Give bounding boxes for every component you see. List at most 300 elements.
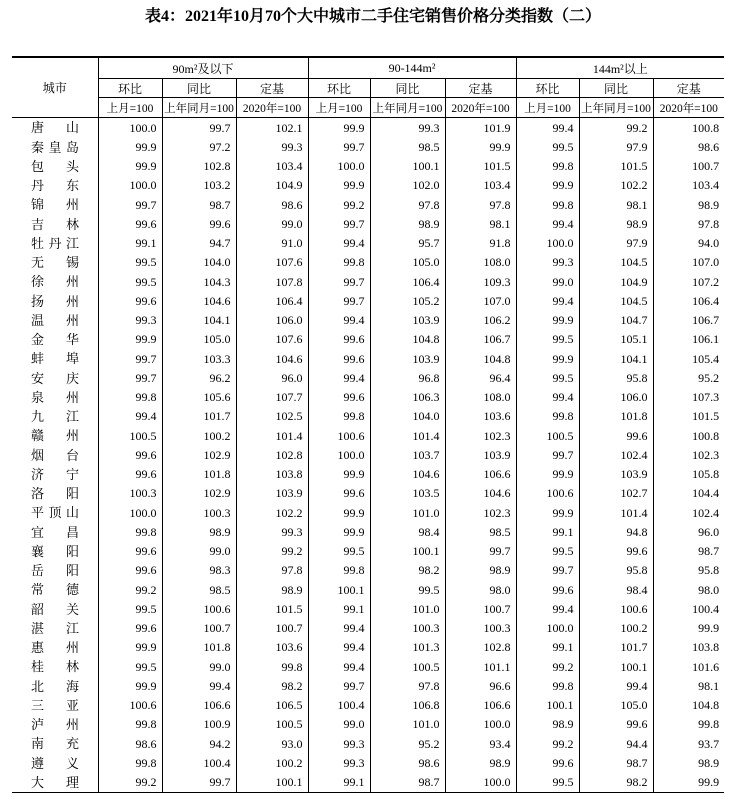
index-value-cell: 100.0 <box>445 715 516 734</box>
index-value-cell: 101.3 <box>370 638 445 657</box>
table-row <box>12 272 724 291</box>
index-value-cell: 99.2 <box>516 734 579 753</box>
index-value-cell: 106.0 <box>579 388 653 407</box>
index-value-cell: 101.9 <box>445 118 516 138</box>
index-value-cell: 100.2 <box>162 426 236 445</box>
index-value-cell: 106.7 <box>653 311 724 330</box>
index-value-cell: 99.6 <box>98 214 162 233</box>
index-value-cell: 99.8 <box>98 522 162 541</box>
index-value-cell: 100.8 <box>653 426 724 445</box>
city-cell <box>12 484 98 503</box>
table-row <box>12 503 724 522</box>
index-value-cell: 96.0 <box>236 368 308 387</box>
city-name: 平顶山 <box>31 505 79 521</box>
index-value-cell: 99.7 <box>308 214 370 233</box>
index-value-cell: 100.6 <box>516 484 579 503</box>
index-value-cell: 105.0 <box>162 330 236 349</box>
index-value-cell: 100.1 <box>236 773 308 793</box>
index-value-cell: 100.3 <box>162 503 236 522</box>
index-value-cell: 99.1 <box>98 234 162 253</box>
index-value-cell: 99.8 <box>98 388 162 407</box>
index-value-cell: 100.6 <box>98 696 162 715</box>
index-value-cell: 105.0 <box>579 696 653 715</box>
index-value-cell: 99.0 <box>162 542 236 561</box>
index-value-cell: 104.9 <box>579 272 653 291</box>
city-cell <box>12 272 98 291</box>
index-value-cell: 99.5 <box>98 657 162 676</box>
table-row <box>12 734 724 753</box>
group-header-90-and-below: 90m²及以下 <box>98 57 308 79</box>
group-header-144-and-above: 144m²以上 <box>516 57 724 79</box>
index-value-cell: 101.5 <box>445 157 516 176</box>
table-row <box>12 773 724 793</box>
index-value-cell: 98.9 <box>236 580 308 599</box>
index-value-cell: 103.9 <box>579 465 653 484</box>
index-value-cell: 101.5 <box>653 407 724 426</box>
index-value-cell: 99.7 <box>445 542 516 561</box>
index-value-cell: 99.4 <box>516 291 579 310</box>
index-value-cell: 101.4 <box>579 503 653 522</box>
index-value-cell: 94.4 <box>579 734 653 753</box>
table-row <box>12 445 724 464</box>
index-value-cell: 99.5 <box>516 368 579 387</box>
index-value-cell: 99.7 <box>516 561 579 580</box>
city-cell <box>12 388 98 407</box>
index-value-cell: 94.8 <box>579 522 653 541</box>
city-name: 无锡 <box>31 255 79 270</box>
index-value-cell: 100.5 <box>370 657 445 676</box>
index-value-cell: 99.5 <box>516 137 579 156</box>
index-value-cell: 99.5 <box>516 542 579 561</box>
index-value-cell: 96.4 <box>445 368 516 387</box>
table-row <box>12 676 724 695</box>
index-value-cell: 98.5 <box>370 137 445 156</box>
index-value-cell: 100.5 <box>516 426 579 445</box>
base-label-prev-month: 上月=100 <box>98 98 162 118</box>
index-value-cell: 97.9 <box>579 137 653 156</box>
index-value-cell: 99.4 <box>308 638 370 657</box>
base-label-2020: 2020年=100 <box>445 98 516 118</box>
index-value-cell: 105.4 <box>653 349 724 368</box>
index-value-cell: 100.1 <box>308 580 370 599</box>
table-row <box>12 426 724 445</box>
index-value-cell: 100.0 <box>308 157 370 176</box>
index-value-cell: 101.8 <box>162 638 236 657</box>
index-value-cell: 95.8 <box>653 561 724 580</box>
city-name: 扬州 <box>31 293 79 309</box>
index-value-cell: 100.9 <box>162 715 236 734</box>
index-value-cell: 99.2 <box>236 542 308 561</box>
city-cell <box>12 734 98 753</box>
index-value-cell: 100.6 <box>162 599 236 618</box>
index-value-cell: 100.0 <box>516 619 579 638</box>
index-value-cell: 99.4 <box>308 311 370 330</box>
index-value-cell: 101.1 <box>445 657 516 676</box>
index-value-cell: 98.7 <box>653 542 724 561</box>
city-name: 韶关 <box>31 601 79 617</box>
index-value-cell: 99.9 <box>308 118 370 138</box>
index-value-cell: 99.4 <box>162 676 236 695</box>
city-cell <box>12 214 98 233</box>
city-name: 徐州 <box>31 274 79 290</box>
city-name: 牡丹江 <box>31 235 79 251</box>
index-value-cell: 102.2 <box>236 503 308 522</box>
index-value-cell: 99.4 <box>516 118 579 138</box>
city-name: 安庆 <box>31 370 79 386</box>
index-value-cell: 100.4 <box>653 599 724 618</box>
index-value-cell: 98.4 <box>370 522 445 541</box>
index-value-cell: 107.7 <box>236 388 308 407</box>
index-value-cell: 106.0 <box>236 311 308 330</box>
index-value-cell: 103.4 <box>236 157 308 176</box>
city-name: 北海 <box>31 678 79 694</box>
index-value-cell: 99.4 <box>516 388 579 407</box>
city-cell <box>12 465 98 484</box>
base-label-same-month-last-year: 上年同月=100 <box>162 98 236 118</box>
index-value-cell: 100.6 <box>579 599 653 618</box>
index-value-cell: 99.3 <box>516 253 579 272</box>
index-value-cell: 100.4 <box>162 753 236 772</box>
index-value-cell: 104.6 <box>370 465 445 484</box>
city-name: 包头 <box>31 158 79 174</box>
city-cell <box>12 176 98 195</box>
index-value-cell: 98.7 <box>370 773 445 793</box>
city-cell <box>12 291 98 310</box>
city-cell <box>12 253 98 272</box>
index-value-cell: 95.8 <box>579 368 653 387</box>
city-name: 唐山 <box>31 120 79 136</box>
index-value-cell: 102.9 <box>162 445 236 464</box>
index-value-cell: 98.9 <box>579 214 653 233</box>
index-value-cell: 99.5 <box>308 542 370 561</box>
index-value-cell: 107.0 <box>653 253 724 272</box>
city-cell <box>12 753 98 772</box>
index-value-cell: 99.0 <box>236 214 308 233</box>
index-value-cell: 104.0 <box>370 407 445 426</box>
index-value-cell: 99.7 <box>162 118 236 138</box>
index-value-cell: 99.6 <box>308 388 370 407</box>
index-value-cell: 104.6 <box>445 484 516 503</box>
index-value-cell: 103.8 <box>653 638 724 657</box>
index-value-cell: 101.6 <box>653 657 724 676</box>
index-value-cell: 99.7 <box>308 676 370 695</box>
index-value-cell: 98.1 <box>579 195 653 214</box>
index-value-cell: 101.5 <box>236 599 308 618</box>
index-value-cell: 100.1 <box>516 696 579 715</box>
index-value-cell: 102.3 <box>445 426 516 445</box>
column-header-yoy: 同比 <box>579 79 653 98</box>
table-row <box>12 311 724 330</box>
city-name: 泸州 <box>31 717 79 732</box>
index-value-cell: 99.5 <box>516 773 579 793</box>
city-cell <box>12 234 98 253</box>
city-cell <box>12 561 98 580</box>
index-value-cell: 98.9 <box>516 715 579 734</box>
city-name: 吉林 <box>31 216 79 232</box>
index-value-cell: 99.7 <box>98 195 162 214</box>
index-value-cell: 106.4 <box>653 291 724 310</box>
index-value-cell: 103.9 <box>370 311 445 330</box>
index-value-cell: 106.1 <box>653 330 724 349</box>
index-value-cell: 99.6 <box>308 330 370 349</box>
index-value-cell: 98.2 <box>370 561 445 580</box>
index-value-cell: 106.3 <box>370 388 445 407</box>
index-value-cell: 98.7 <box>162 195 236 214</box>
index-value-cell: 98.9 <box>445 561 516 580</box>
table-title: 表4：2021年10月70个大中城市二手住宅销售价格分类指数（二） <box>144 8 601 25</box>
city-name: 赣州 <box>31 428 79 444</box>
table-row <box>12 137 724 156</box>
index-value-cell: 99.7 <box>308 272 370 291</box>
city-column-header: 城市 <box>12 57 98 118</box>
table-row <box>12 368 724 387</box>
index-value-cell: 97.8 <box>445 195 516 214</box>
index-value-cell: 103.8 <box>236 465 308 484</box>
table-row <box>12 214 724 233</box>
index-value-cell: 99.4 <box>308 368 370 387</box>
index-value-cell: 102.0 <box>370 176 445 195</box>
city-cell <box>12 522 98 541</box>
index-value-cell: 99.1 <box>516 638 579 657</box>
index-value-cell: 99.6 <box>98 465 162 484</box>
index-value-cell: 99.7 <box>98 349 162 368</box>
index-value-cell: 104.8 <box>370 330 445 349</box>
index-value-cell: 102.3 <box>445 503 516 522</box>
index-value-cell: 99.9 <box>98 157 162 176</box>
index-value-cell: 99.6 <box>98 561 162 580</box>
index-value-cell: 100.2 <box>236 753 308 772</box>
header-row-base-period <box>12 98 724 118</box>
city-cell <box>12 715 98 734</box>
city-cell <box>12 157 98 176</box>
index-value-cell: 100.3 <box>370 619 445 638</box>
city-name: 蚌埠 <box>31 351 79 367</box>
index-value-cell: 103.5 <box>370 484 445 503</box>
index-value-cell: 100.0 <box>98 176 162 195</box>
table-row <box>12 522 724 541</box>
index-value-cell: 104.5 <box>579 291 653 310</box>
table-row <box>12 388 724 407</box>
index-value-cell: 99.6 <box>579 426 653 445</box>
index-value-cell: 106.7 <box>445 330 516 349</box>
index-value-cell: 106.6 <box>445 696 516 715</box>
city-name: 锦州 <box>31 197 79 213</box>
table-row <box>12 657 724 676</box>
table-row <box>12 291 724 310</box>
index-value-cell: 100.3 <box>98 484 162 503</box>
index-value-cell: 100.1 <box>579 657 653 676</box>
index-value-cell: 99.7 <box>98 368 162 387</box>
index-value-cell: 104.6 <box>162 291 236 310</box>
index-value-cell: 99.9 <box>445 137 516 156</box>
index-value-cell: 104.9 <box>236 176 308 195</box>
index-value-cell: 103.9 <box>445 445 516 464</box>
index-value-cell: 102.8 <box>236 445 308 464</box>
index-value-cell: 103.9 <box>236 484 308 503</box>
index-value-cell: 103.2 <box>162 176 236 195</box>
table-row <box>12 234 724 253</box>
index-value-cell: 99.8 <box>308 407 370 426</box>
index-value-cell: 102.9 <box>162 484 236 503</box>
index-value-cell: 98.0 <box>445 580 516 599</box>
index-value-cell: 107.2 <box>653 272 724 291</box>
table-header <box>12 57 724 118</box>
index-value-cell: 106.2 <box>445 311 516 330</box>
index-value-cell: 103.3 <box>162 349 236 368</box>
index-value-cell: 99.6 <box>516 580 579 599</box>
index-value-cell: 103.4 <box>445 176 516 195</box>
table-row <box>12 542 724 561</box>
city-cell <box>12 349 98 368</box>
index-value-cell: 100.0 <box>308 445 370 464</box>
index-value-cell: 97.8 <box>236 561 308 580</box>
index-value-cell: 99.5 <box>98 599 162 618</box>
index-value-cell: 99.2 <box>579 118 653 138</box>
table-row <box>12 330 724 349</box>
city-name: 九江 <box>31 409 79 424</box>
base-label-prev-month: 上月=100 <box>308 98 370 118</box>
index-value-cell: 102.3 <box>653 445 724 464</box>
table-row <box>12 349 724 368</box>
table-row <box>12 580 724 599</box>
index-value-cell: 98.2 <box>579 773 653 793</box>
index-value-cell: 99.8 <box>516 407 579 426</box>
column-header-mom: 环比 <box>98 79 162 98</box>
index-value-cell: 102.4 <box>579 445 653 464</box>
city-name: 湛江 <box>31 620 79 636</box>
column-header-yoy: 同比 <box>370 79 445 98</box>
index-value-cell: 97.8 <box>370 676 445 695</box>
index-value-cell: 101.0 <box>370 503 445 522</box>
index-value-cell: 101.4 <box>236 426 308 445</box>
index-value-cell: 99.8 <box>516 676 579 695</box>
city-name: 岳阳 <box>31 563 79 578</box>
index-value-cell: 99.3 <box>236 137 308 156</box>
index-value-cell: 99.9 <box>516 349 579 368</box>
index-value-cell: 98.9 <box>162 522 236 541</box>
index-value-cell: 103.6 <box>236 638 308 657</box>
index-value-cell: 99.4 <box>308 657 370 676</box>
index-value-cell: 107.3 <box>653 388 724 407</box>
index-value-cell: 99.6 <box>308 349 370 368</box>
index-value-cell: 104.4 <box>653 484 724 503</box>
index-value-cell: 93.7 <box>653 734 724 753</box>
city-name: 泉州 <box>31 389 79 405</box>
index-value-cell: 105.0 <box>370 253 445 272</box>
index-value-cell: 99.9 <box>308 176 370 195</box>
index-value-cell: 98.9 <box>445 753 516 772</box>
index-value-cell: 102.5 <box>236 407 308 426</box>
index-value-cell: 99.1 <box>308 773 370 793</box>
index-value-cell: 99.3 <box>98 311 162 330</box>
index-value-cell: 94.2 <box>162 734 236 753</box>
table-row <box>12 195 724 214</box>
city-name: 洛阳 <box>31 486 79 501</box>
city-name: 襄阳 <box>31 543 79 559</box>
city-name: 金华 <box>31 332 79 347</box>
city-name: 济宁 <box>31 466 79 482</box>
index-value-cell: 99.5 <box>98 272 162 291</box>
table-row <box>12 118 724 138</box>
index-value-cell: 99.4 <box>98 407 162 426</box>
city-cell <box>12 195 98 214</box>
index-value-cell: 104.8 <box>445 349 516 368</box>
city-cell <box>12 445 98 464</box>
price-index-table <box>12 56 724 793</box>
index-value-cell: 98.5 <box>445 522 516 541</box>
index-value-cell: 100.8 <box>653 118 724 138</box>
city-name: 大理 <box>31 774 79 790</box>
index-value-cell: 100.4 <box>308 696 370 715</box>
index-value-cell: 99.6 <box>98 291 162 310</box>
index-value-cell: 106.6 <box>162 696 236 715</box>
index-value-cell: 104.0 <box>162 253 236 272</box>
index-value-cell: 99.9 <box>653 773 724 793</box>
index-value-cell: 99.7 <box>308 137 370 156</box>
index-value-cell: 100.0 <box>98 503 162 522</box>
index-value-cell: 107.6 <box>236 330 308 349</box>
index-value-cell: 96.8 <box>370 368 445 387</box>
index-value-cell: 101.8 <box>162 465 236 484</box>
index-value-cell: 98.9 <box>370 214 445 233</box>
base-label-2020: 2020年=100 <box>236 98 308 118</box>
index-value-cell: 95.7 <box>370 234 445 253</box>
index-value-cell: 99.8 <box>308 253 370 272</box>
city-cell <box>12 773 98 793</box>
index-value-cell: 99.7 <box>162 773 236 793</box>
index-value-cell: 101.4 <box>370 426 445 445</box>
index-value-cell: 99.8 <box>98 753 162 772</box>
index-value-cell: 101.0 <box>370 715 445 734</box>
column-header-fixed-base: 定基 <box>445 79 516 98</box>
column-header-mom: 环比 <box>308 79 370 98</box>
index-value-cell: 103.4 <box>653 176 724 195</box>
index-value-cell: 97.8 <box>653 214 724 233</box>
index-value-cell: 99.1 <box>516 522 579 541</box>
index-value-cell: 102.7 <box>579 484 653 503</box>
index-value-cell: 99.5 <box>98 253 162 272</box>
index-value-cell: 105.8 <box>653 465 724 484</box>
index-value-cell: 107.0 <box>445 291 516 310</box>
header-row-groups <box>12 57 724 79</box>
city-name: 丹东 <box>31 178 79 193</box>
index-value-cell: 98.5 <box>162 580 236 599</box>
index-value-cell: 98.6 <box>370 753 445 772</box>
table-row <box>12 619 724 638</box>
city-cell <box>12 503 98 522</box>
index-value-cell: 98.7 <box>579 753 653 772</box>
index-value-cell: 104.5 <box>579 253 653 272</box>
index-value-cell: 107.6 <box>236 253 308 272</box>
index-value-cell: 96.2 <box>162 368 236 387</box>
index-value-cell: 100.6 <box>308 426 370 445</box>
index-value-cell: 99.4 <box>579 676 653 695</box>
base-label-same-month-last-year: 上年同月=100 <box>370 98 445 118</box>
column-header-fixed-base: 定基 <box>236 79 308 98</box>
index-value-cell: 96.6 <box>445 676 516 695</box>
city-name: 宜昌 <box>31 524 79 540</box>
index-value-cell: 99.9 <box>308 465 370 484</box>
city-cell <box>12 330 98 349</box>
index-value-cell: 99.7 <box>308 291 370 310</box>
index-value-cell: 99.2 <box>98 580 162 599</box>
city-name: 惠州 <box>31 640 79 655</box>
base-label-2020: 2020年=100 <box>653 98 724 118</box>
city-cell <box>12 368 98 387</box>
index-value-cell: 99.9 <box>516 176 579 195</box>
index-value-cell: 99.6 <box>98 542 162 561</box>
city-cell <box>12 619 98 638</box>
